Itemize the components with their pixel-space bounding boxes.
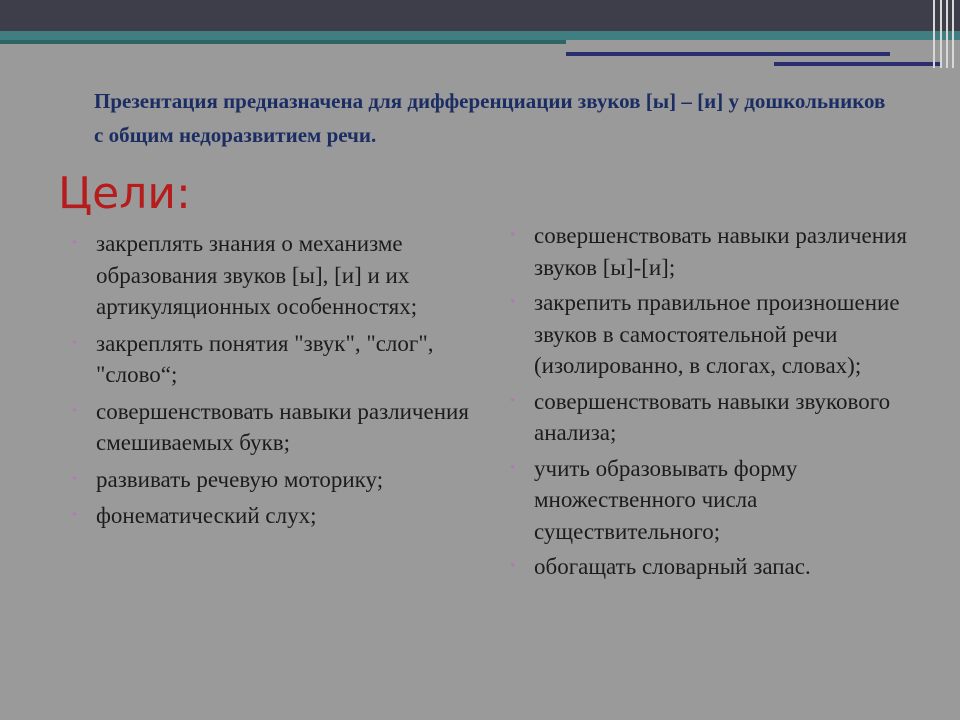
bullet-item xyxy=(70,500,470,532)
bullet-item xyxy=(70,228,470,323)
bullet-dot-icon: • xyxy=(510,459,516,476)
decor-navy-line xyxy=(566,52,890,56)
bullet-dot-icon: • xyxy=(510,558,516,574)
bullet-item xyxy=(70,328,470,391)
bullet-dot-icon: • xyxy=(510,294,516,310)
bullet-dot-icon: • xyxy=(72,470,78,487)
decor-vertical-line xyxy=(946,0,948,68)
bullet-dot-icon: • xyxy=(510,227,516,243)
bullet-text: учить образовывать форму множественного числа существительного; xyxy=(534,455,798,544)
bullet-item xyxy=(508,453,908,548)
decor-vertical-line xyxy=(940,0,942,68)
bullet-dot-icon: • xyxy=(72,402,78,419)
bullet-item xyxy=(508,287,908,382)
bullet-text: закреплять понятия "звук", "слог", "слово“; xyxy=(96,330,434,387)
bullet-dot-icon: • xyxy=(72,334,78,351)
decor-vertical-line xyxy=(952,0,954,68)
bullet-item xyxy=(70,464,470,496)
decor-vertical-line xyxy=(933,0,935,68)
decor-teal-line xyxy=(0,40,566,44)
bullet-item xyxy=(508,551,908,583)
bullet-text: обогащать словарный запас. xyxy=(534,554,811,579)
bullet-text: совершенствовать навыки различения смешиваемых букв; xyxy=(96,398,469,455)
left-bullet-list xyxy=(70,228,470,537)
bullet-text: совершенствовать навыки звукового анализа; xyxy=(534,388,891,445)
bullet-item xyxy=(508,220,908,283)
right-bullet-list xyxy=(508,220,908,587)
decor-teal-band xyxy=(0,31,960,40)
bullet-text: фонематический слух; xyxy=(96,503,317,528)
decor-top-bar xyxy=(0,0,960,31)
bullet-text: совершенствовать навыки различения звуков [ы]-[и]; xyxy=(534,223,907,280)
bullet-dot-icon: • xyxy=(72,235,78,251)
bullet-text: развивать речевую моторику; xyxy=(96,466,384,492)
slide-heading: Цели: xyxy=(58,168,191,219)
bullet-item xyxy=(70,396,470,459)
bullet-dot-icon: • xyxy=(72,507,78,523)
slide-subtitle: Презентация предназначена для дифференциации звуков [ы] – [и] у дошкольников с общим недоразвитием речи. xyxy=(94,89,886,147)
bullet-dot-icon: • xyxy=(510,392,516,409)
decor-navy-line-short xyxy=(774,62,942,66)
bullet-text: закрепить правильное произношение звуков в самостоятельной речи (изолированно, в слогах, словах); xyxy=(534,290,900,378)
bullet-item xyxy=(508,386,908,449)
bullet-text: закреплять знания о механизме образования звуков [ы], [и] и их артикуляционных особенностях; xyxy=(96,231,418,319)
